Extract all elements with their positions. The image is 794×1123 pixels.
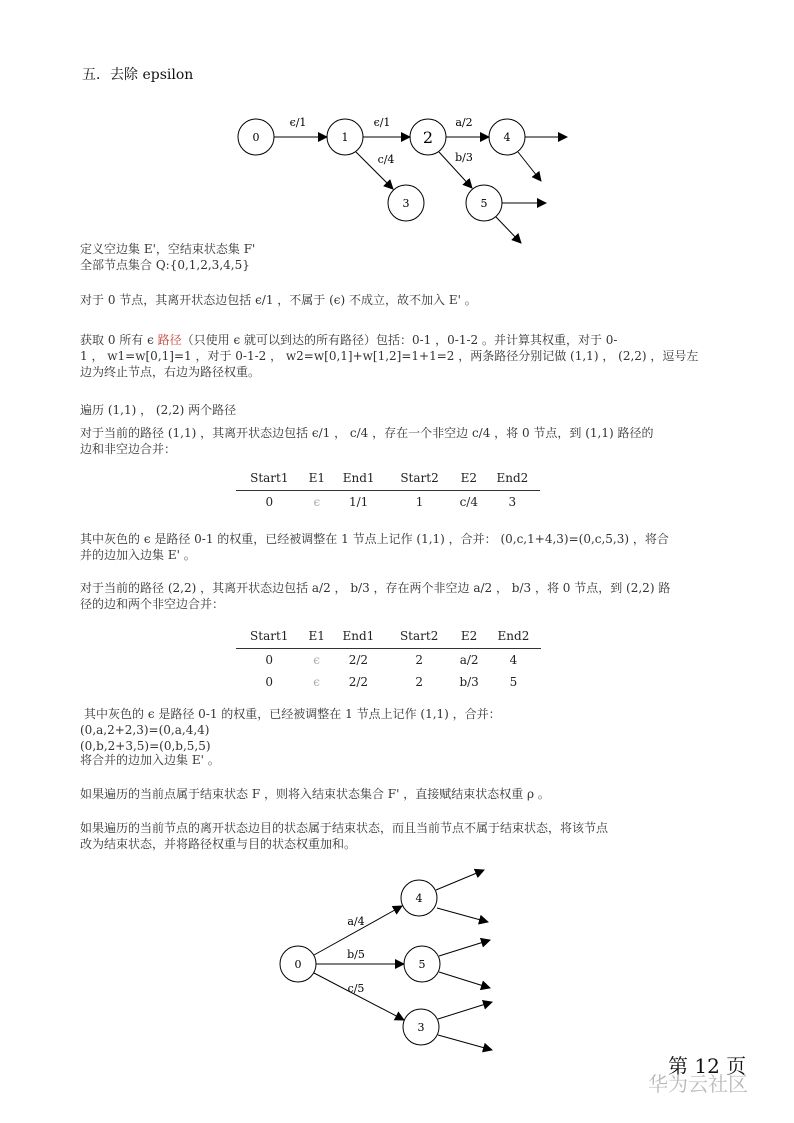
paragraph-merge2-line4: 将合并的边加入边集 E' 。	[80, 753, 220, 767]
paragraph-epsilon-paths-line2: 1 ， w1=w[0,1]=1 ，对于 0-1-2 ， w2=w[0,1]+w[1,2]=1+1=2 ，两条路径分别记做 (1,1) ， (2,2) ，逗号左	[80, 349, 699, 363]
graph1-edge-label: c/4	[377, 153, 395, 166]
graph2-edge-0-3	[314, 973, 404, 1020]
table-cell: 0	[265, 675, 274, 689]
table-cell: 0	[265, 495, 274, 509]
paragraph-merge1-line1: 其中灰色的 ϵ 是路径 0-1 的权重，已经被调整在 1 节点上记作 (1,1) ，合并： (0,c,1+4,3)=(0,c,5,3) ，将合	[80, 532, 669, 546]
paragraph-define-sets-line2: 全部节点集合 Q:{0,1,2,3,4,5}	[80, 258, 250, 272]
table-header-cell: E1	[302, 624, 330, 649]
graph1-node-label: 5	[480, 197, 488, 210]
paragraph-epsilon-paths-line1: 获取 0 所有 ϵ 路径（只使用 ϵ 就可以到达的所有路径）包括：0-1 ，0-1-2 。并计算其权重，对于 0-	[80, 333, 618, 347]
table-header-cell: E1	[303, 466, 331, 491]
paragraph-final-edge-line1: 如果遍历的当前节点的离开状态边目的状态属于结束状态，而且当前节点不属于结束状态，将该节点	[80, 821, 609, 835]
paragraph-path22-line1: 对于当前的路径 (2,2) ，其离开状态边包括 a/2 ， b/3 ，存在两个非空边 a/2 ， b/3 ，将 0 节点，到 (2,2) 路	[80, 581, 671, 595]
graph1-node-label: 1	[341, 131, 349, 144]
table-header-cell: End2	[486, 624, 541, 649]
merge-table-2	[236, 624, 541, 693]
table-cell: 5	[509, 675, 518, 689]
paths-highlight: 路径	[157, 333, 182, 347]
graph2-out-arrow	[437, 908, 488, 922]
graph1-edge-label: ϵ/1	[289, 116, 307, 129]
graph1-edge-label: a/2	[455, 116, 473, 129]
section-title: 五．去除 epsilon	[82, 67, 194, 83]
paragraph-traverse-line3: 边和非空边合并：	[80, 442, 177, 456]
table-cell: 2/2	[348, 653, 369, 667]
table-header-cell: End1	[331, 624, 386, 649]
graph1-node-label: 0	[252, 131, 260, 144]
table-cell: 3	[508, 495, 517, 509]
paragraph-merge1-line2: 并的边加入边集 E' 。	[80, 548, 196, 562]
paragraph-node0: 对于 0 节点，其离开状态边包括 ϵ/1 ，不属于 (ϵ) 不成立，故不加入 E' 。	[80, 293, 477, 307]
graph2-edge-label: b/5	[347, 948, 365, 961]
table-header-cell: Start2	[386, 624, 452, 649]
table-header-cell: End1	[331, 466, 386, 491]
paragraph-epsilon-paths-line3: 边为终止节点，右边为路径权重。	[80, 365, 261, 379]
graph1-out-arrow	[518, 152, 541, 181]
table-header-cell: End2	[485, 466, 540, 491]
graph2-edge-label: c/5	[347, 982, 365, 995]
graph2-node-label: 5	[418, 958, 426, 971]
table-cell: a/2	[459, 653, 479, 667]
graph2-out-arrow	[439, 972, 490, 988]
graph1-node-label: 4	[503, 131, 511, 144]
table-header-cell: E2	[452, 624, 486, 649]
graph2-out-arrow	[436, 870, 484, 890]
graph2-edge-label: a/4	[347, 915, 365, 928]
table-row	[236, 671, 541, 693]
graph2-out-arrow	[438, 1002, 492, 1019]
table-row	[236, 491, 540, 514]
table-cell: 1/1	[348, 495, 369, 509]
graph1-edge-label: b/3	[455, 151, 473, 164]
table-cell: b/3	[459, 675, 479, 689]
paragraph-traverse-line1: 遍历 (1,1) ， (2,2) 两个路径	[80, 403, 237, 417]
table-cell: 0	[265, 653, 274, 667]
paragraph-final-edge-line2: 改为结束状态，并将路径权重与目的状态权重加和。	[80, 837, 357, 851]
table-header-cell: Start1	[236, 466, 303, 491]
table-cell: 2	[415, 653, 423, 667]
table-cell: ϵ	[313, 675, 321, 689]
graph1-edge-label: ϵ/1	[373, 116, 391, 129]
graph2-node-label: 4	[415, 892, 423, 905]
paragraph-merge2-line2: (0,a,2+2,3)=(0,a,4,4)	[80, 723, 210, 737]
graph2-node-label: 0	[294, 958, 302, 971]
graph1-node-label: 2	[422, 128, 434, 147]
paragraph-path22-line2: 径的边和两个非空边合并：	[80, 597, 225, 611]
graph1-out-arrow	[496, 217, 521, 243]
table-cell: 2	[415, 675, 423, 689]
table-cell: 4	[509, 653, 518, 667]
table-header-cell: Start2	[386, 466, 453, 491]
paragraph-merge2-line3: (0,b,2+3,5)=(0,b,5,5)	[80, 739, 211, 753]
merge-table-1	[236, 466, 540, 513]
graph2-out-arrow	[439, 940, 490, 956]
graph2-out-arrow	[438, 1035, 492, 1050]
table-header-row	[236, 624, 541, 649]
table-cell: ϵ	[313, 495, 321, 509]
table-cell: ϵ	[313, 653, 321, 667]
table-cell: 1	[415, 495, 424, 509]
graph1-node-label: 3	[402, 197, 410, 210]
paragraph-traverse-line2: 对于当前的路径 (1,1) ，其离开状态边包括 ϵ/1 ， c/4 ，存在一个非空边 c/4 ，将 0 节点，到 (1,1) 路径的	[80, 426, 654, 440]
graph2-node-label: 3	[417, 1021, 425, 1034]
table-header-row	[236, 466, 540, 491]
table-header-cell: E2	[453, 466, 485, 491]
watermark-text: 华为云社区	[648, 1072, 748, 1096]
paragraph-define-sets-line1: 定义空边集 E'，空结束状态集 F'	[80, 242, 256, 256]
page-number: 第 12 页	[668, 1054, 747, 1078]
epsilon-graph-diagram	[230, 105, 580, 250]
table-row	[236, 649, 541, 672]
table-cell: 2/2	[348, 675, 369, 689]
table-header-cell: Start1	[236, 624, 302, 649]
paragraph-merge2-line1: 其中灰色的 ϵ 是路径 0-1 的权重，已经被调整在 1 节点上记作 (1,1) ，合并：	[84, 707, 501, 721]
result-graph-diagram	[270, 862, 500, 1062]
paragraph-final-state: 如果遍历的当前点属于结束状态 F ，则将入结束状态集合 F' ，直接赋结束状态权重 ρ 。	[80, 787, 550, 801]
table-cell: c/4	[459, 495, 478, 509]
